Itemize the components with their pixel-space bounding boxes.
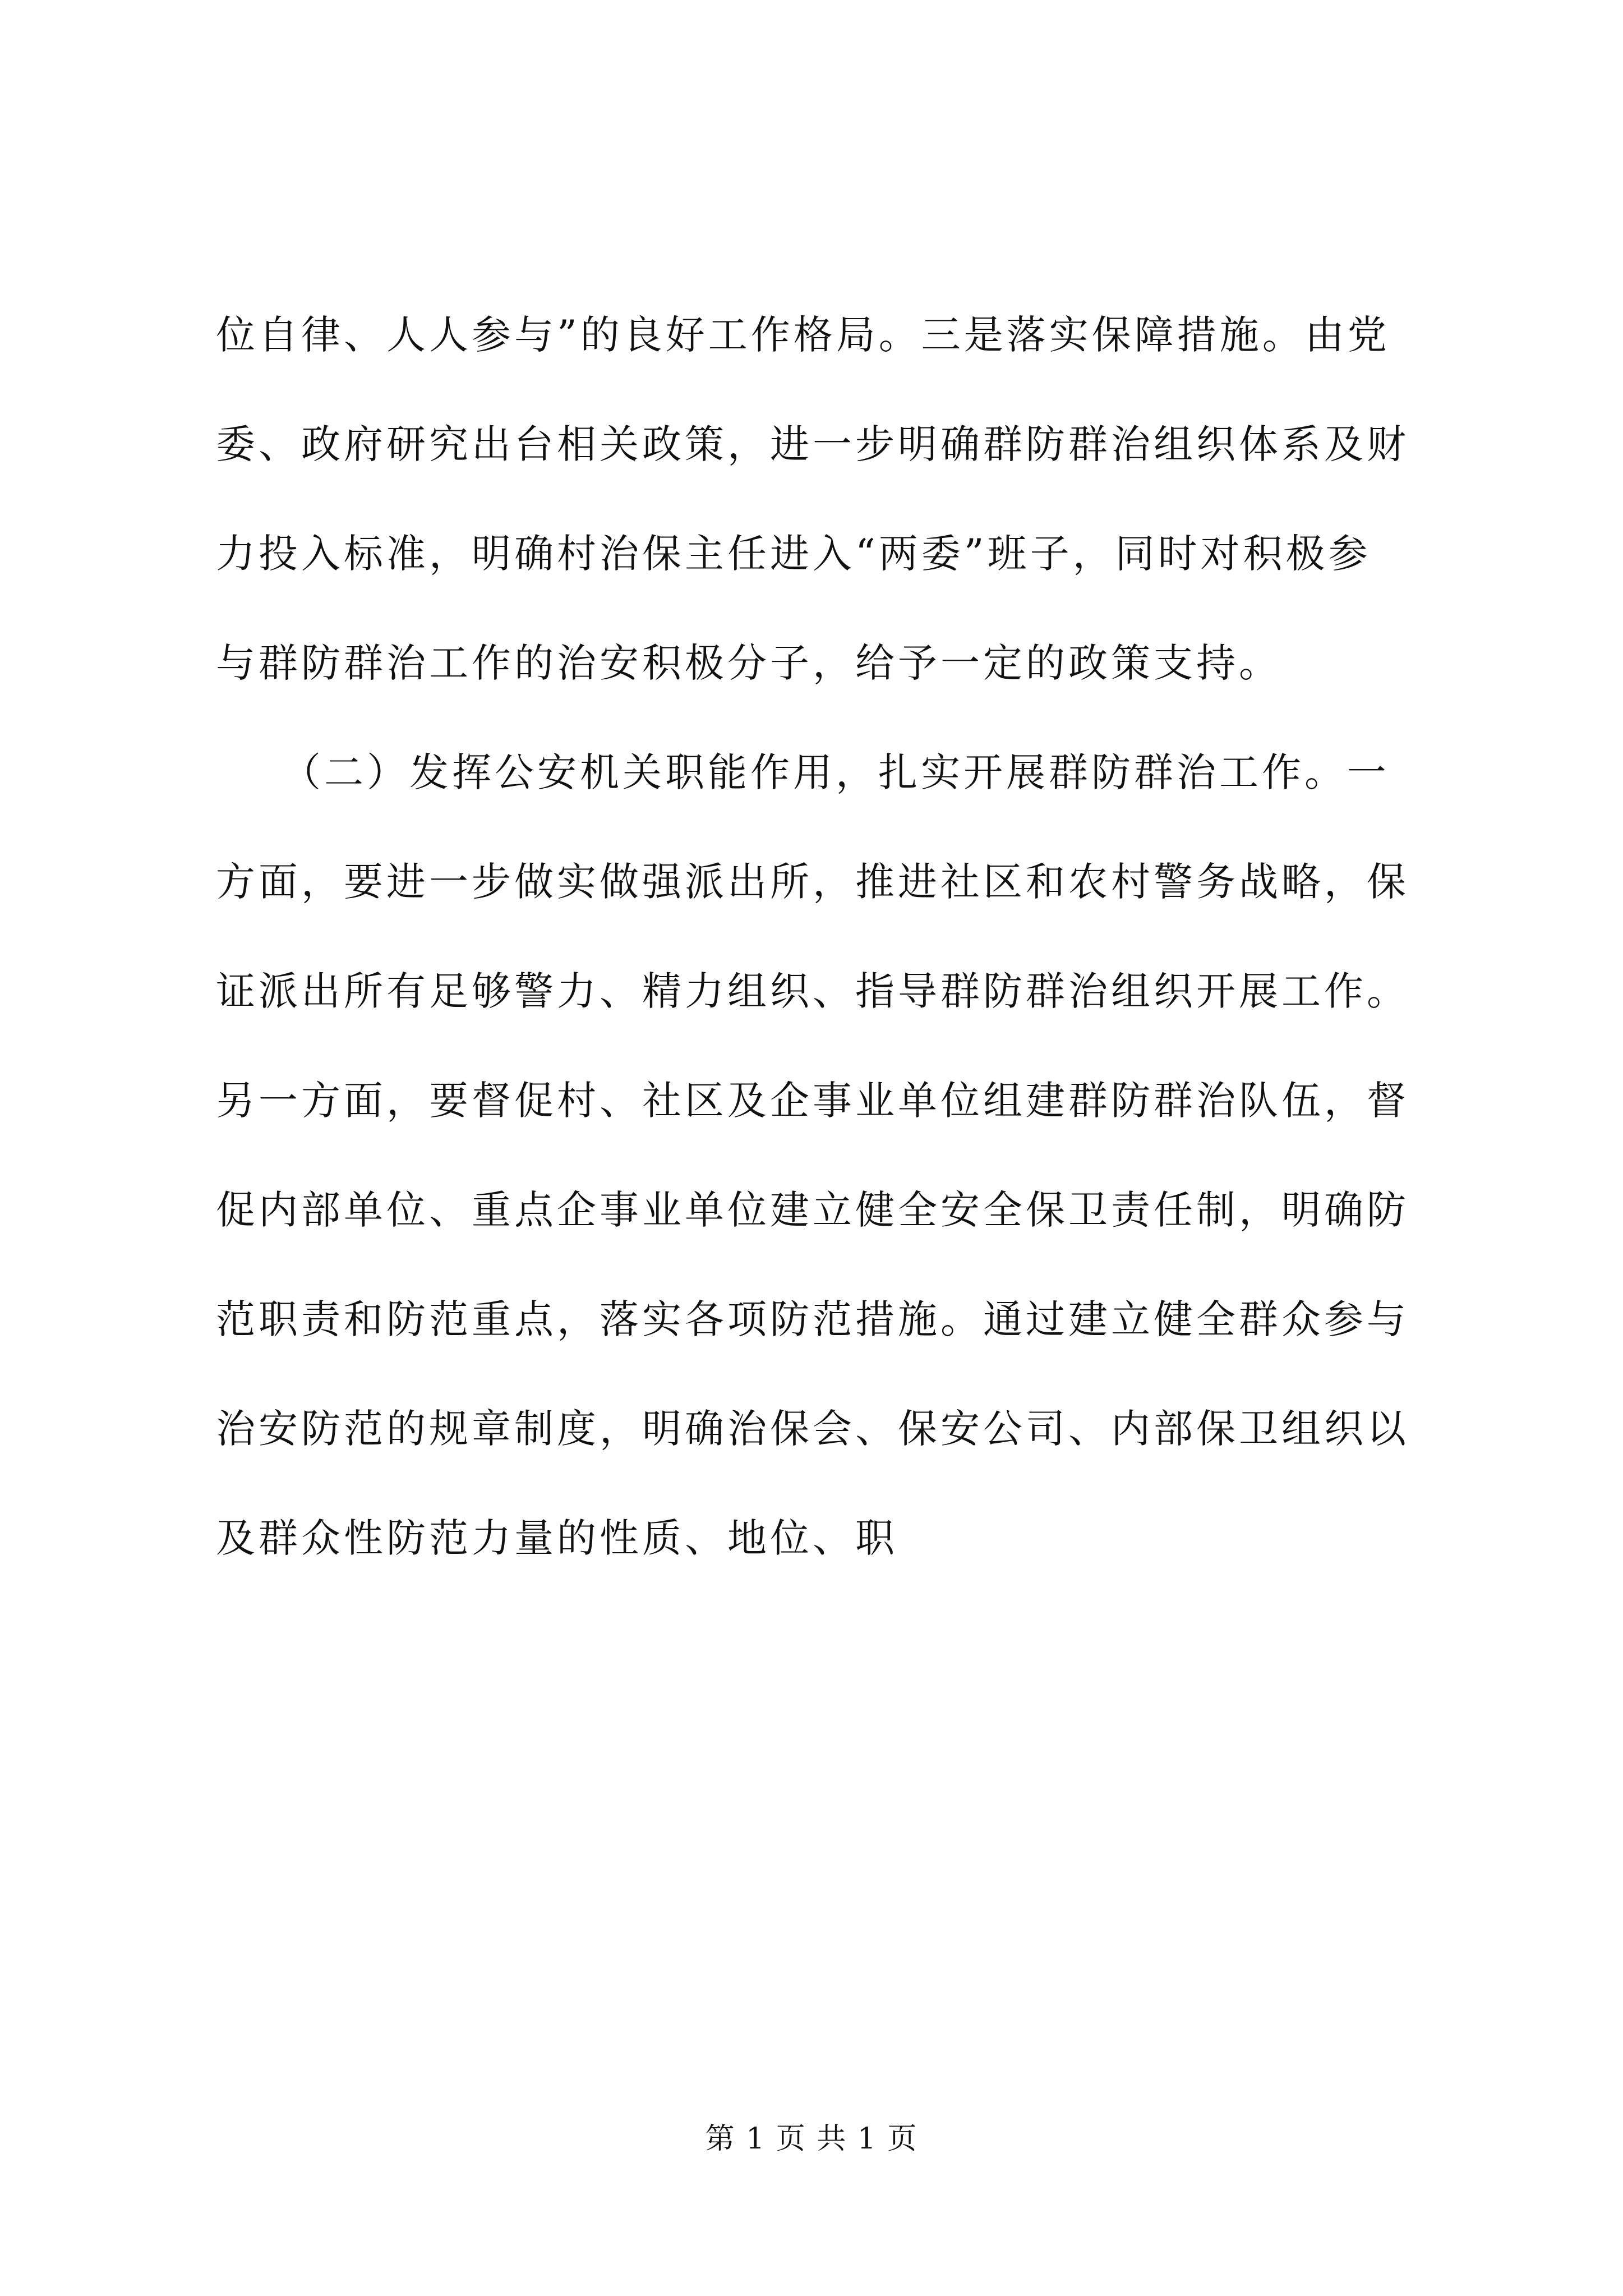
text-line: 证派出所有足够警力、精力组织、指导群防群治组织开展工作。 (216, 968, 1409, 1014)
text-line: 及群众性防范力量的性质、地位、职 (216, 1515, 898, 1561)
text-line: 方面，要进一步做实做强派出所，推进社区和农村警务战略，保 (216, 859, 1409, 905)
document-body (216, 280, 1410, 1593)
page-footer: 第 1 页 共 1 页 (705, 2122, 918, 2156)
text-line: 范职责和防范重点，落实各项防范措施。通过建立健全群众参与 (216, 1296, 1409, 1342)
text-line: 促内部单位、重点企事业单位建立健全安全保卫责任制，明确防 (216, 1187, 1409, 1233)
text-line: 与群防群治工作的治安积极分子，给予一定的政策支持。 (216, 640, 1281, 686)
text-line: 力投入标准，明确村治保主任进入“两委”班子，同时对积极参 (216, 531, 1371, 577)
text-line: 另一方面，要督促村、社区及企事业单位组建群防群治队伍，督 (216, 1078, 1409, 1124)
text-line: 治安防范的规章制度，明确治保会、保安公司、内部保卫组织以 (216, 1406, 1409, 1452)
text-line: （二）发挥公安机关职能作用，扎实开展群防群治工作。一 (216, 749, 1390, 795)
text-line: 委、政府研究出台相关政策，进一步明确群防群治组织体系及财 (216, 421, 1409, 467)
text-line: 位自律、人人参与”的良好工作格局。三是落实保障措施。由党 (216, 312, 1390, 358)
